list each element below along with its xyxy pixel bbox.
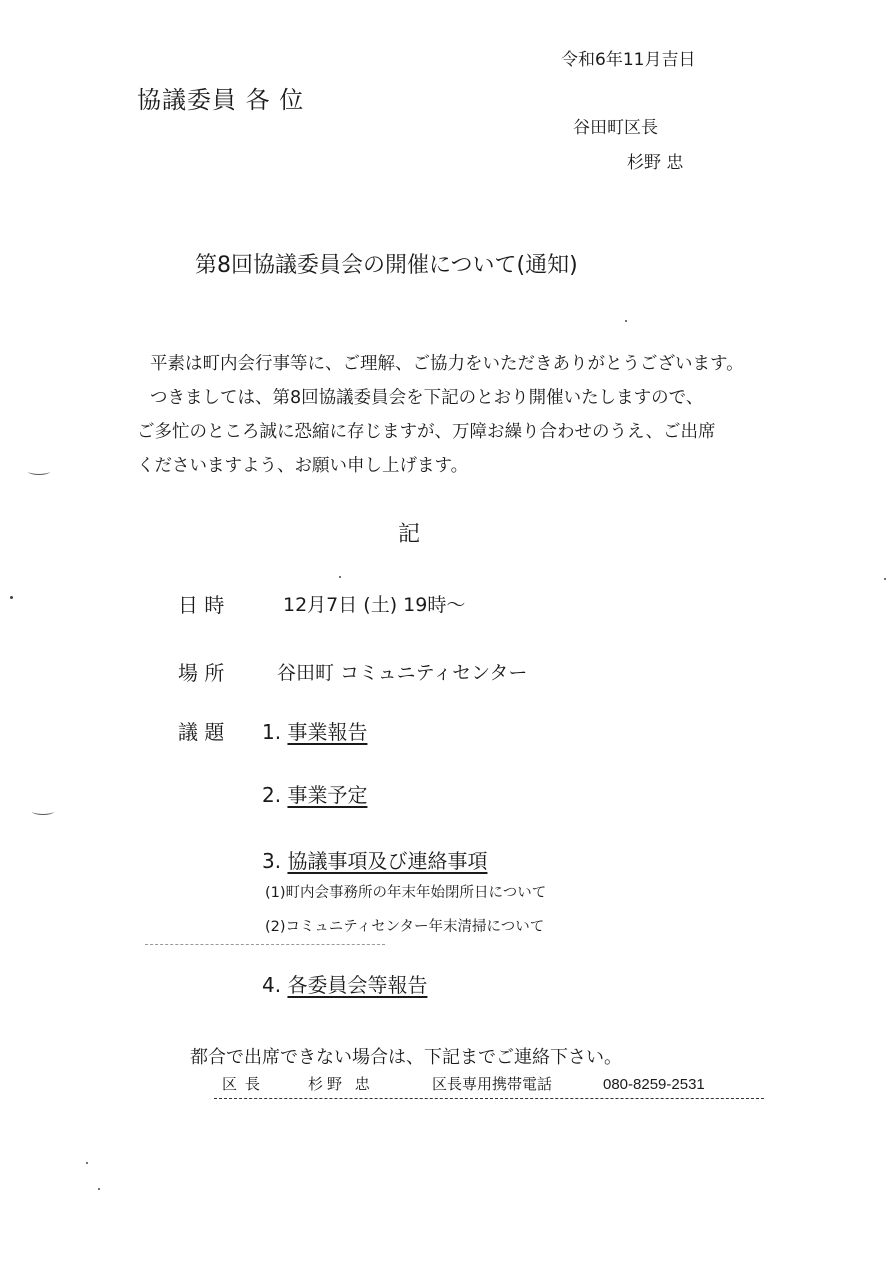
agenda-item-text: 事業予定 bbox=[287, 783, 368, 807]
agenda-item-number: 1. bbox=[262, 720, 282, 744]
issue-date: 令和6年11月吉日 bbox=[561, 50, 696, 70]
scan-artifact-speck bbox=[339, 576, 341, 578]
agenda-item-text: 協議事項及び連絡事項 bbox=[287, 849, 488, 873]
body-line-2: つきましては、第8回協議委員会を下記のとおり開催いたしますので、 bbox=[150, 388, 704, 408]
body-line-1: 平素は町内会行事等に、ご理解、ご協力をいただきありがとうございます。 bbox=[150, 354, 744, 374]
agenda-item-number: 4. bbox=[262, 973, 282, 997]
datetime-label: 日 時 bbox=[178, 593, 225, 617]
agenda-item-2 bbox=[262, 785, 367, 805]
agenda-item-1 bbox=[262, 722, 367, 742]
scan-artifact-speck bbox=[884, 578, 886, 580]
body-line-3: ご多忙のところ誠に恐縮に存じますが、万障お繰り合わせのうえ、ご出席 bbox=[137, 422, 716, 442]
agenda-item-text: 事業報告 bbox=[287, 720, 368, 744]
recipient: 協議委員 各 位 bbox=[137, 86, 305, 114]
agenda-item-text: 各委員会等報告 bbox=[287, 973, 428, 997]
scan-artifact-speck bbox=[625, 320, 627, 322]
scan-artifact-faint-line bbox=[145, 944, 385, 945]
phone-label: 区長専用携帯電話 bbox=[432, 1075, 553, 1093]
contact-dashed-divider bbox=[214, 1098, 764, 1099]
agenda-item-3 bbox=[262, 851, 487, 871]
place-value: 谷田町 コミュニティセンター bbox=[277, 662, 528, 684]
scan-artifact-speck bbox=[10, 596, 13, 599]
scan-artifact-speck bbox=[86, 1162, 88, 1164]
agenda-subitem-2: (2)コミュニティセンター年末清掃について bbox=[265, 919, 545, 935]
document-title: 第8回協議委員会の開催について(通知) bbox=[195, 253, 578, 278]
body-line-4: くださいますよう、お願い申し上げます。 bbox=[137, 456, 469, 476]
contact-name: 杉野 忠 bbox=[308, 1075, 374, 1093]
scan-artifact-mark bbox=[32, 808, 54, 815]
place-label: 場 所 bbox=[178, 661, 225, 685]
ki-heading: 記 bbox=[398, 522, 421, 547]
scan-artifact-speck bbox=[98, 1188, 100, 1190]
scan-artifact-mark bbox=[28, 468, 50, 475]
agenda-item-4 bbox=[262, 975, 427, 995]
sender-organization: 谷田町区長 bbox=[573, 118, 658, 138]
agenda-label: 議 題 bbox=[178, 720, 225, 744]
absence-note: 都合で出席できない場合は、下記までご連絡下さい。 bbox=[190, 1047, 622, 1068]
agenda-item-number: 3. bbox=[262, 849, 282, 873]
datetime-value: 12月7日 (土) 19時～ bbox=[283, 594, 466, 616]
agenda-subitem-1: (1)町内会事務所の年末年始閉所日について bbox=[265, 885, 547, 901]
contact-role: 区長 bbox=[222, 1075, 269, 1093]
agenda-item-number: 2. bbox=[262, 783, 282, 807]
phone-number: 080-8259-2531 bbox=[603, 1076, 705, 1093]
sender-name: 杉野 忠 bbox=[627, 153, 684, 173]
